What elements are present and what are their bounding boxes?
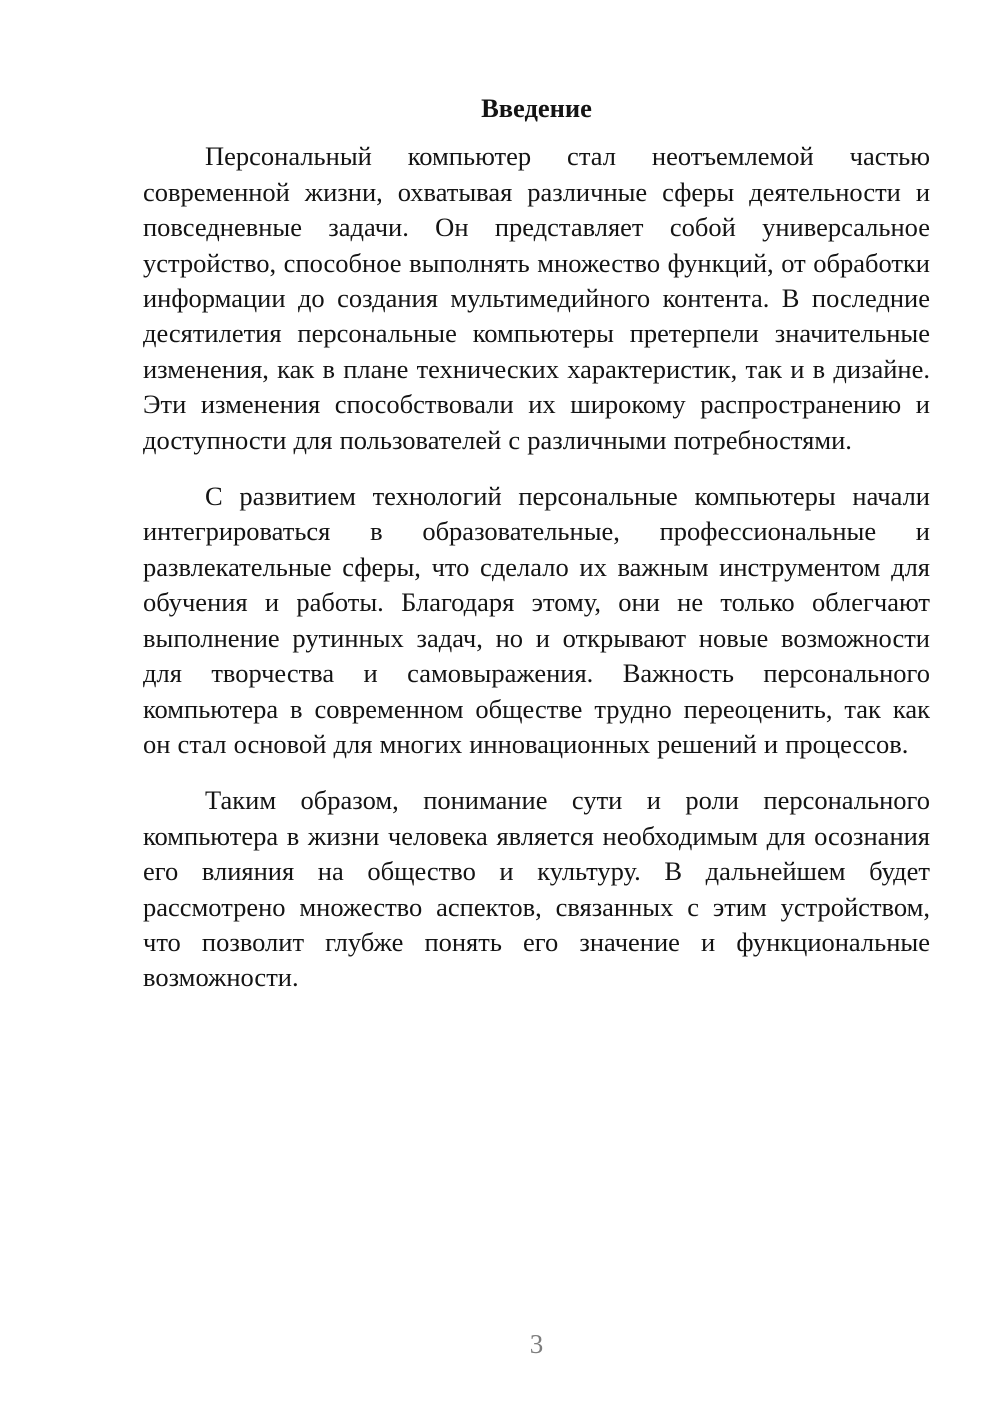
- paragraph-3: Таким образом, понимание сути и роли персонального компьютера в жизни человека является необходимым для осознания его влияния на общество и культуру. В дальнейшем будет рассмотрено множество аспектов, связанных с этим устройством, что позволит глубже понять его значение и функциональные возможности.: [143, 785, 930, 993]
- page-title: Введение: [481, 93, 592, 123]
- paragraph-2: С развитием технологий персональные компьютеры начали интегрироваться в образовательные, профессиональные и развлекательные сферы, что сделало их важным инструментом для обучения и работы. Благодаря этому, они не только облегчают выполнение рутинных задач, но и открывают новые возможности для творчества и самовыражения. Важность персонального компьютера в современном обществе трудно переоценить, так как он стал основой для многих инновационных решений и процессов.: [143, 481, 930, 759]
- page-number: 3: [529, 1329, 544, 1359]
- document-body: [143, 0, 930, 1017]
- paragraph-1: Персональный компьютер стал неотъемлемой частью современной жизни, охватывая различные сферы деятельности и повседневные задачи. Он представляет собой универсальное устройство, способное выполнять множество функций, от обработки информации до создания мультимедийного контента. В последние десятилетия персональные компьютеры претерпели значительные изменения, как в плане технических характеристик, так и в дизайне. Эти изменения способствовали их широкому распространению и доступности для пользователей с различными потребностями.: [143, 141, 930, 455]
